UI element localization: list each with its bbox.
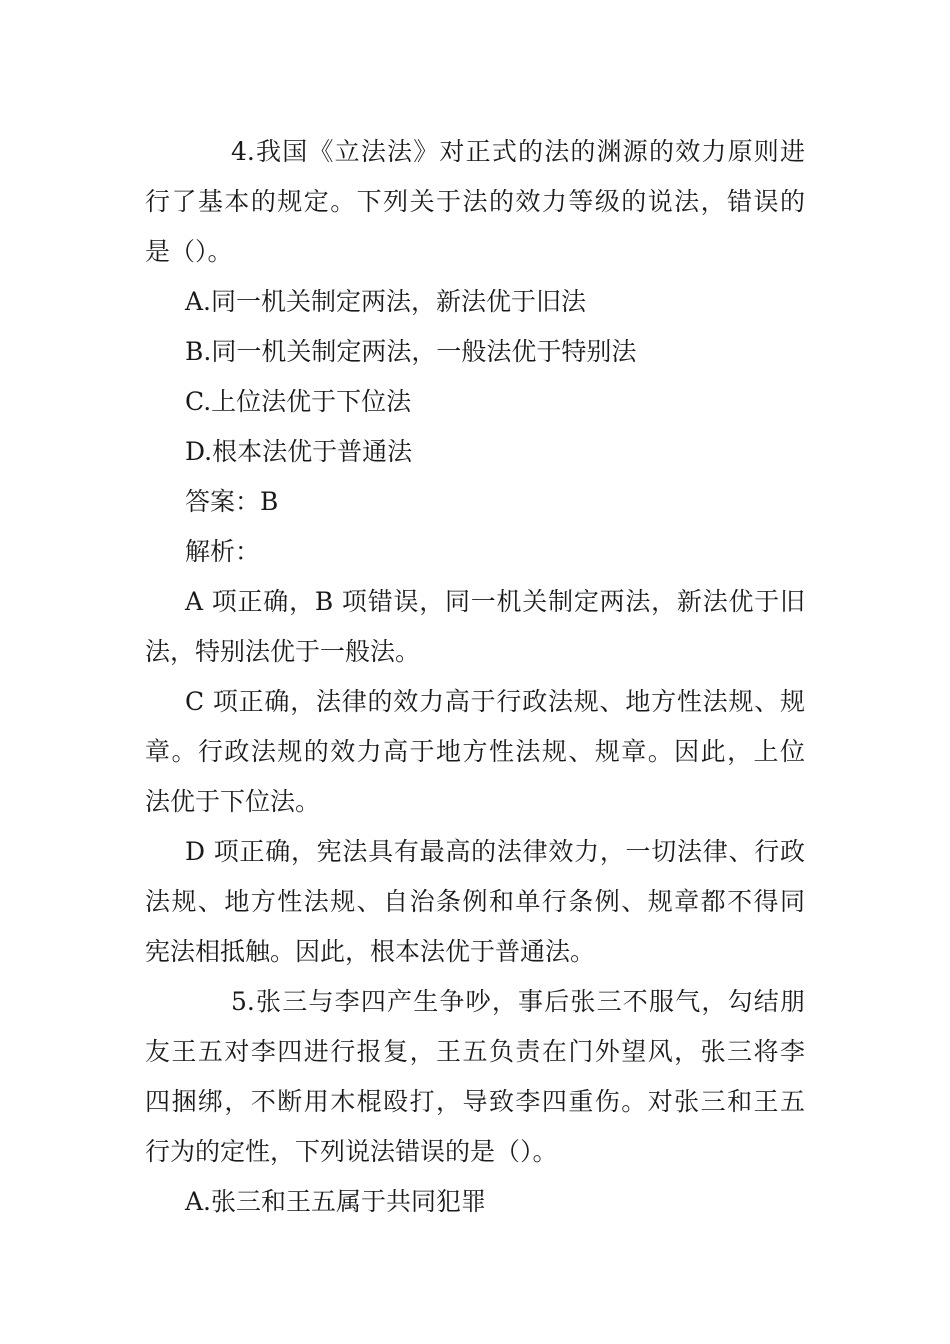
- analysis-line: D 项正确，宪法具有最高的法律效力，一切法律、行政: [185, 837, 805, 866]
- analysis-line: 章。行政法规的效力高于地方性法规、规章。因此，上位: [145, 737, 805, 766]
- question-5-stem-line: 5.张三与李四产生争吵，事后张三不服气，勾结朋: [231, 987, 805, 1016]
- question-4-option-c: C.上位法优于下位法: [185, 387, 412, 416]
- question-4-option-b: B.同一机关制定两法，一般法优于特别法: [185, 337, 637, 366]
- analysis-line: 宪法相抵触。因此，根本法优于普通法。: [145, 937, 596, 966]
- question-4-stem-line: 是（）。: [145, 237, 233, 266]
- analysis-paragraph-c: [145, 677, 805, 827]
- question-4-option-a: A.同一机关制定两法，新法优于旧法: [185, 287, 587, 316]
- analysis-line: 法规、地方性法规、自治条例和单行条例、规章都不得同: [145, 887, 805, 916]
- document-body: [145, 127, 805, 1227]
- question-4: [145, 127, 805, 977]
- question-5-option-a: A.张三和王五属于共同犯罪: [185, 1187, 487, 1216]
- question-4-answer: 答案：B: [185, 487, 279, 516]
- analysis-paragraph-a-b: [145, 577, 805, 677]
- question-4-stem-line: 行了基本的规定。下列关于法的效力等级的说法，错误的: [145, 187, 805, 216]
- question-5-stem-line: 友王五对李四进行报复，王五负责在门外望风，张三将李: [145, 1037, 805, 1066]
- analysis-paragraph-d: [145, 827, 805, 977]
- analysis-line: A 项正确，B 项错误，同一机关制定两法，新法优于旧: [185, 587, 805, 616]
- analysis-line: C 项正确，法律的效力高于行政法规、地方性法规、规: [185, 687, 805, 716]
- question-4-stem-line: 4.我国《立法法》对正式的法的渊源的效力原则进: [231, 137, 805, 166]
- question-5-stem-line: 四捆绑，不断用木棍殴打，导致李四重伤。对张三和王五: [145, 1087, 805, 1116]
- analysis-line: 法优于下位法。: [145, 787, 321, 816]
- question-4-analysis-label: 解析：: [185, 537, 261, 566]
- analysis-line: 法，特别法优于一般法。: [145, 637, 421, 666]
- question-4-option-d: D.根本法优于普通法: [185, 437, 413, 466]
- question-5-stem-line: 行为的定性，下列说法错误的是（）。: [145, 1137, 558, 1166]
- question-5: [145, 977, 805, 1227]
